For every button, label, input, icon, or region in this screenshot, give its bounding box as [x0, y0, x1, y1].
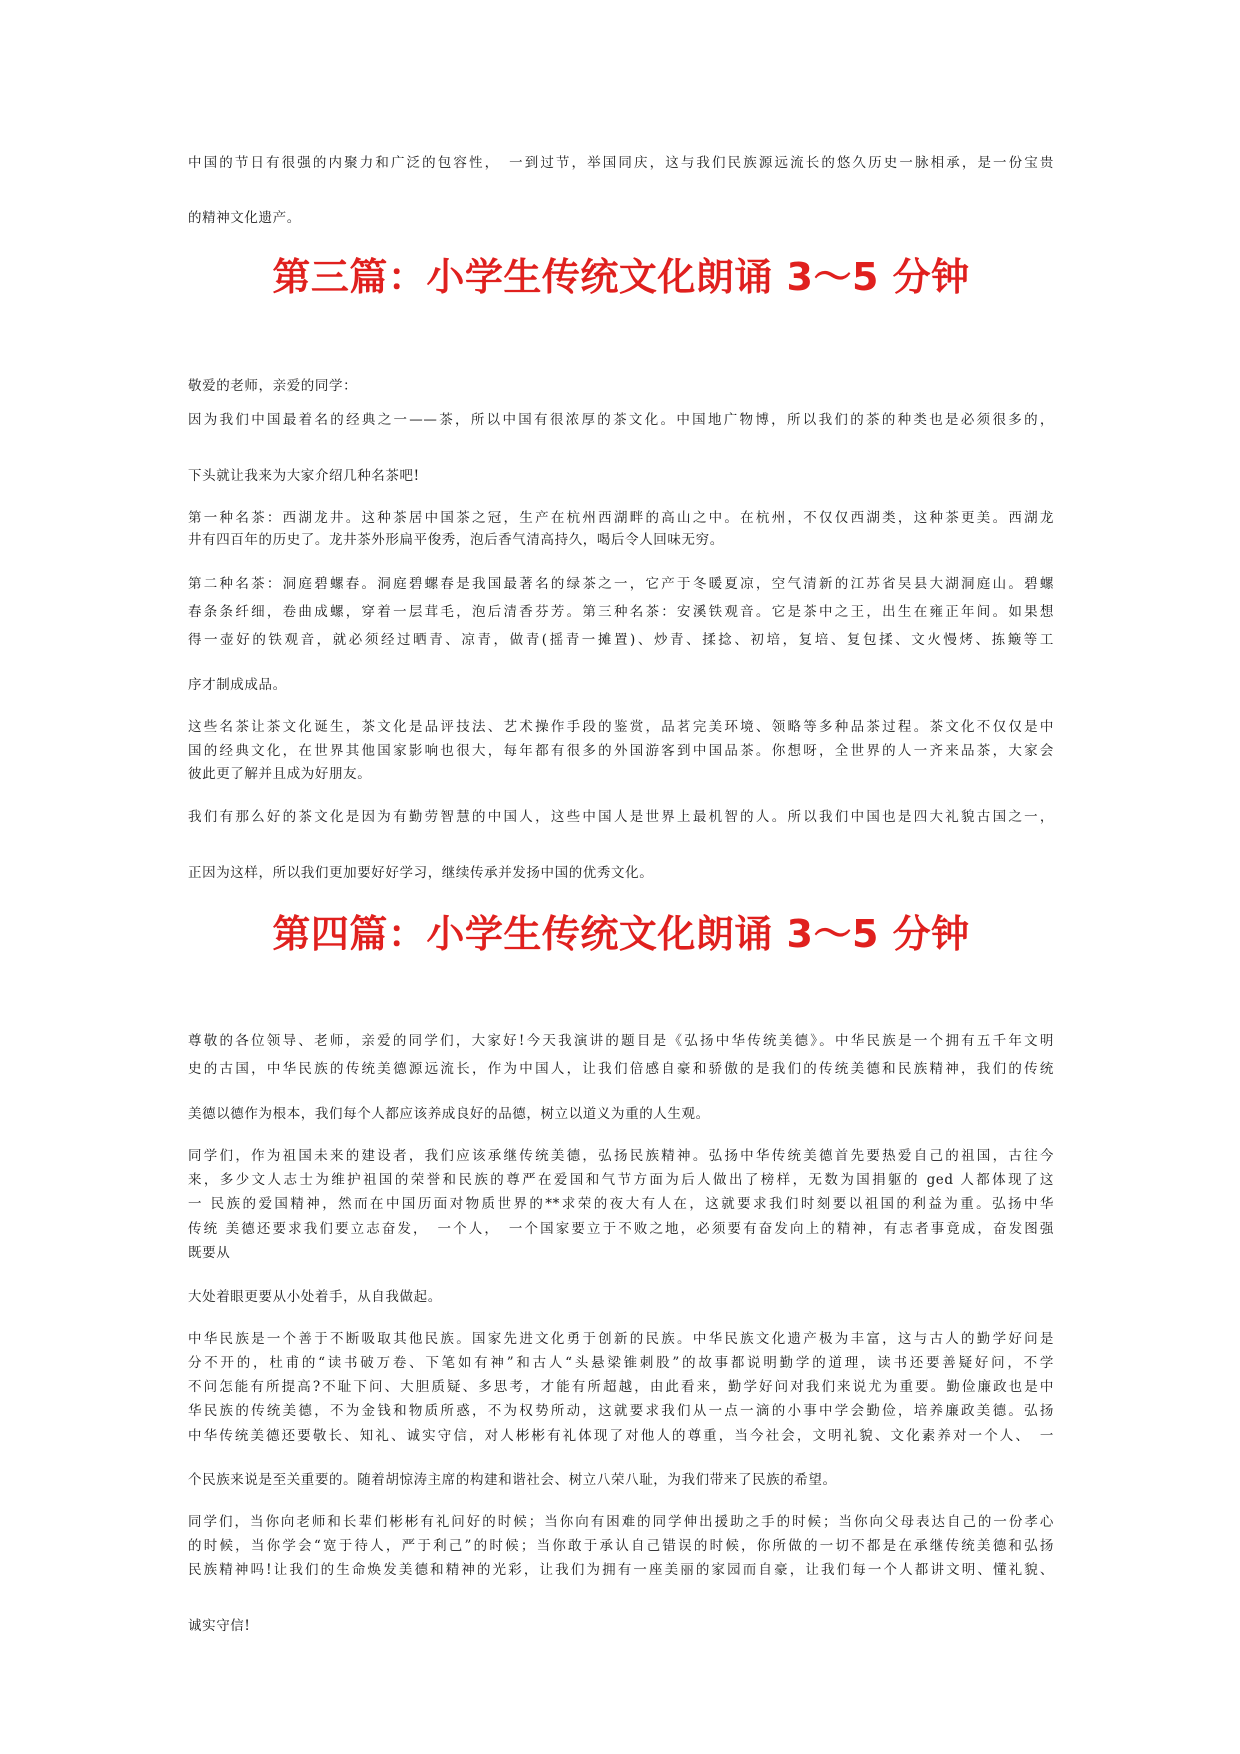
- paragraph-line: 民族精神吗!让我们的生命焕发美德和精神的光彩，让我们为拥有一座美丽的家园而自豪，让我们每一个人都讲文明、懂礼貌、: [188, 1562, 1054, 1578]
- paragraph-line: 井有四百年的历史了。龙井茶外形扁平俊秀，泡后香气清高持久，喝后令人回味无穷。: [188, 532, 724, 548]
- paragraph-line: 既要从: [188, 1245, 231, 1261]
- paragraph-line: 来，多少文人志士为维护祖国的荣誉和民族的尊严在爱国和气节方面为后人做出了榜样，无数为国捐躯的 ged 人都体现了这: [188, 1172, 1054, 1188]
- paragraph-line: 传统 美德还要求我们要立志奋发， 一个人， 一个国家要立于不败之地，必须要有奋发向上的精神，有志者事竟成，奋发图强: [188, 1221, 1054, 1237]
- paragraph-line: 因为我们中国最着名的经典之一——茶，所以中国有很浓厚的茶文化。中国地广物博，所以我们的茶的种类也是必须很多的，: [188, 412, 1054, 428]
- paragraph-line: 大处着眼更要从小处着手，从自我做起。: [188, 1289, 442, 1305]
- paragraph-line: 中国的节日有很强的内聚力和广泛的包容性， 一到过节，举国同庆，这与我们民族源远流长的悠久历史一脉相承，是一份宝贵: [188, 155, 1054, 171]
- paragraph-line: 同学们，作为祖国未来的建设者，我们应该承继传统美德，弘扬民族精神。弘扬中华传统美德首先要热爱自己的祖国，古往今: [188, 1148, 1054, 1164]
- paragraph-line: 国的经典文化，在世界其他国家影响也很大，每年都有很多的外国游客到中国品茶。你想呀，全世界的人一齐来品茶，大家会: [188, 743, 1054, 759]
- paragraph-line: 美德以德作为根本，我们每个人都应该养成良好的品德，树立以道义为重的人生观。: [188, 1106, 710, 1122]
- paragraph-line: 同学们，当你向老师和长辈们彬彬有礼问好的时候；当你向有困难的同学伸出援助之手的时候；当你向父母表达自己的一份孝心: [188, 1514, 1054, 1530]
- paragraph-line: 个民族来说是至关重要的。随着胡惊涛主席的构建和谐社会、树立八荣八耻，为我们带来了民族的希望。: [188, 1472, 837, 1488]
- paragraph-line: 彼此更了解并且成为好朋友。: [188, 766, 372, 782]
- paragraph-line: 华民族的传统美德，不为金钱和物质所惑，不为权势所动，这就要求我们从一点一滴的小事中学会勤俭，培养廉政美德。弘扬: [188, 1403, 1054, 1419]
- paragraph-line: 不问怎能有所提高?不耻下问、大胆质疑、多思考，才能有所超越，由此看来，勤学好问对我们来说尤为重要。勤俭廉政也是中: [188, 1379, 1054, 1395]
- paragraph-line: 春条条纤细，卷曲成螺，穿着一层茸毛，泡后清香芬芳。第三种名茶：安溪铁观音。它是茶中之王，出生在雍正年间。如果想: [188, 604, 1054, 620]
- paragraph-line: 敬爱的老师，亲爱的同学：: [188, 378, 358, 394]
- paragraph-line: 得一壶好的铁观音，就必须经过晒青、凉青，做青(摇青一摊置)、炒青、揉捻、初培，复培、复包揉、文火慢烤、拣簸等工: [188, 632, 1054, 648]
- paragraph-line: 这些名茶让茶文化诞生，茶文化是品评技法、艺术操作手段的鉴赏，品茗完美环境、领略等多种品茶过程。茶文化不仅仅是中: [188, 719, 1054, 735]
- paragraph-line: 第一种名茶：西湖龙井。这种茶居中国茶之冠，生产在杭州西湖畔的高山之中。在杭州，不仅仅西湖类，这种茶更美。西湖龙: [188, 510, 1054, 526]
- paragraph-line: 史的古国，中华民族的传统美德源远流长，作为中国人，让我们倍感自豪和骄傲的是我们的传统美德和民族精神，我们的传统: [188, 1061, 1054, 1077]
- paragraph-line: 一 民族的爱国精神，然而在中国历面对物质世界的**求荣的夜大有人在，这就要求我们时刻要以祖国的利益为重。弘扬中华: [188, 1196, 1054, 1212]
- paragraph-line: 我们有那么好的茶文化是因为有勤劳智慧的中国人，这些中国人是世界上最机智的人。所以我们中国也是四大礼貌古国之一，: [188, 809, 1054, 825]
- paragraph-line: 诚实守信!: [188, 1618, 251, 1634]
- paragraph-line: 序才制成成品。: [188, 677, 287, 693]
- section-heading-3: 第三篇：小学生传统文化朗诵 3～5 分钟: [272, 255, 970, 299]
- paragraph-line: 尊敬的各位领导、老师，亲爱的同学们，大家好!今天我演讲的题目是《弘扬中华传统美德》。中华民族是一个拥有五千年文明: [188, 1033, 1054, 1049]
- paragraph-line: 的时候，当你学会“宽于待人，严于利己”的时候；当你敢于承认自己错误的时候，你所做的一切不都是在承继传统美德和弘扬: [188, 1538, 1054, 1554]
- paragraph-line: 中华民族是一个善于不断吸取其他民族。国家先进文化勇于创新的民族。中华民族文化遗产极为丰富，这与古人的勤学好问是: [188, 1331, 1054, 1347]
- section-heading-4: 第四篇：小学生传统文化朗诵 3～5 分钟: [272, 912, 970, 956]
- paragraph-line: 分不开的，杜甫的“读书破万卷、下笔如有神”和古人“头悬梁锥刺股”的故事都说明勤学的道理，读书还要善疑好问，不学: [188, 1355, 1054, 1371]
- paragraph-line: 第二种名茶：洞庭碧螺春。洞庭碧螺春是我国最著名的绿茶之一，它产于冬暖夏凉，空气清新的江苏省吴县大湖洞庭山。碧螺: [188, 576, 1054, 592]
- paragraph-line: 中华传统美德还要敬长、知礼、诚实守信，对人彬彬有礼体现了对他人的尊重，当今社会，文明礼貌、文化素养对一个人、 一: [188, 1428, 1054, 1444]
- paragraph-line: 正因为这样，所以我们更加要好好学习，继续传承并发扬中国的优秀文化。: [188, 865, 654, 881]
- paragraph-line: 的精神文化遗产。: [188, 210, 301, 226]
- paragraph-line: 下头就让我来为大家介绍几种名茶吧!: [188, 468, 420, 484]
